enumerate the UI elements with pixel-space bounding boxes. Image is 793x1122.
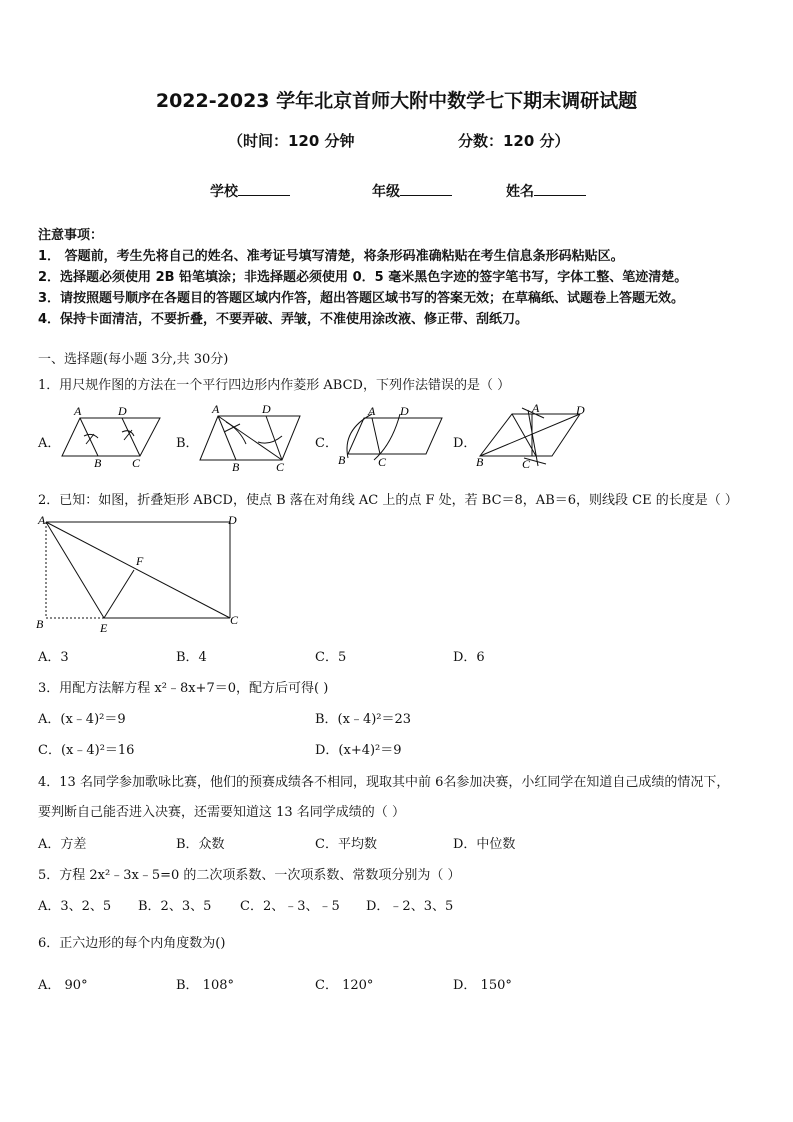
q1d-label-c: C bbox=[522, 457, 531, 471]
q1-figure-d bbox=[474, 402, 590, 474]
q1c-label-b: B bbox=[338, 453, 346, 467]
q3-option-d: D．(x+4)²＝9 bbox=[315, 743, 402, 758]
q3-option-b: B．(x﹣4)²＝23 bbox=[315, 712, 412, 727]
grade-label: 年级 bbox=[372, 184, 400, 200]
q1a-label-c: C bbox=[132, 456, 141, 470]
q6-option-b: B． 108° bbox=[176, 978, 234, 993]
q2-figure bbox=[32, 510, 248, 638]
q1-option-c: C． bbox=[315, 436, 338, 451]
q1a-label-a: A bbox=[74, 404, 82, 418]
q1d-label-a: A bbox=[532, 402, 540, 415]
q1-figure-c bbox=[334, 404, 446, 470]
school-label: 学校 bbox=[210, 184, 238, 200]
q1b-label-d: D bbox=[262, 402, 271, 416]
school-field bbox=[210, 181, 290, 201]
q6-option-d: D． 150° bbox=[453, 978, 512, 993]
q2-option-d: D．6 bbox=[453, 650, 485, 665]
q6-stem: 6．正六边形的每个内角度数为() bbox=[38, 936, 226, 951]
q1c-label-a: A bbox=[368, 404, 376, 418]
grade-field bbox=[372, 181, 452, 201]
q6-option-a: A． 90° bbox=[38, 978, 88, 993]
name-blank bbox=[534, 183, 586, 196]
notice-heading: 注意事项： bbox=[38, 228, 104, 243]
q5-option-c: C．2、﹣3、﹣5 bbox=[240, 899, 340, 914]
q1-figure-b bbox=[196, 402, 308, 474]
q1a-label-d: D bbox=[118, 404, 127, 418]
q2-label-c: C bbox=[230, 613, 239, 627]
notice-item-1: 1． 答题前，考生先将自己的姓名、准考证号填写清楚，将条形码准确粘贴在考生信息条形码粘贴区。 bbox=[38, 249, 624, 264]
q1-figure-a bbox=[58, 404, 168, 470]
q2-label-e: E bbox=[100, 621, 108, 635]
q2-stem: 2．已知：如图，折叠矩形 ABCD，使点 B 落在对角线 AC 上的点 F 处，若 BC＝8，AB＝6，则线段 CE 的长度是（ ） bbox=[38, 493, 738, 508]
q2-option-a: A．3 bbox=[38, 650, 69, 665]
exam-score: 分数：120 分） bbox=[458, 132, 570, 150]
q1-option-b: B． bbox=[176, 436, 199, 451]
q4-option-a: A．方差 bbox=[38, 837, 87, 852]
q2-label-a: A bbox=[38, 513, 46, 527]
q1d-label-b: B bbox=[476, 455, 484, 469]
q1c-label-c: C bbox=[378, 455, 387, 469]
q1-stem: 1．用尺规作图的方法在一个平行四边形内作菱形 ABCD，下列作法错误的是（ ） bbox=[38, 378, 511, 393]
notice-item-2: 2．选择题必须使用 2B 铅笔填涂；非选择题必须使用 0．5 毫米黑色字迹的签字笔书写，字体工整、笔迹清楚。 bbox=[38, 270, 688, 285]
q3-option-c: C．(x﹣4)²＝16 bbox=[38, 743, 135, 758]
q2-option-b: B．4 bbox=[176, 650, 207, 665]
q2-option-c: C．5 bbox=[315, 650, 347, 665]
q3-stem: 3．用配方法解方程 x²﹣8x+7＝0，配方后可得( ) bbox=[38, 681, 329, 696]
q4-option-b: B．众数 bbox=[176, 837, 225, 852]
q3-option-a: A．(x﹣4)²＝9 bbox=[38, 712, 126, 727]
q2-label-b: B bbox=[36, 617, 44, 631]
q4-option-d: D．中位数 bbox=[453, 837, 516, 852]
grade-blank bbox=[400, 183, 452, 196]
q6-option-c: C． 120° bbox=[315, 978, 374, 993]
school-blank bbox=[238, 183, 290, 196]
q1b-label-c: C bbox=[276, 460, 285, 474]
section-heading: 一、选择题(每小题 3分,共 30分) bbox=[38, 352, 229, 367]
q1a-label-b: B bbox=[94, 456, 102, 470]
q1-option-d: D． bbox=[453, 436, 477, 451]
q1b-label-b: B bbox=[232, 460, 240, 474]
q4-stem-line-1: 4．13 名同学参加歌咏比赛，他们的预赛成绩各不相同，现取其中前 6名参加决赛，小红同学在知道自己成绩的情况下， bbox=[38, 775, 730, 790]
q5-option-d: D．﹣2、3、5 bbox=[366, 899, 454, 914]
exam-time: （时间：120 分钟 bbox=[228, 132, 355, 150]
q2-label-d: D bbox=[228, 513, 237, 527]
q2-label-f: F bbox=[136, 554, 144, 568]
q5-stem: 5．方程 2x²﹣3x﹣5=0 的二次项系数、一次项系数、常数项分别为（ ） bbox=[38, 868, 461, 883]
q5-option-a: A．3、2、5 bbox=[38, 899, 112, 914]
q1-option-a: A． bbox=[38, 436, 61, 451]
q5-option-b: B．2、3、5 bbox=[138, 899, 212, 914]
name-label: 姓名 bbox=[506, 184, 534, 200]
q4-option-c: C．平均数 bbox=[315, 837, 377, 852]
q1b-label-a: A bbox=[212, 402, 220, 416]
q1d-label-d: D bbox=[576, 403, 585, 417]
notice-item-3: 3．请按照题号顺序在各题目的答题区域内作答，超出答题区域书写的答案无效；在草稿纸、试题卷上答题无效。 bbox=[38, 291, 685, 306]
q1c-label-d: D bbox=[400, 404, 409, 418]
name-field bbox=[506, 181, 586, 201]
q4-stem-line-2: 要判断自己能否进入决赛，还需要知道这 13 名同学成绩的（ ） bbox=[38, 805, 405, 820]
exam-title: 2022-2023 学年北京首师大附中数学七下期末调研试题 bbox=[155, 90, 638, 112]
notice-item-4: 4．保持卡面清洁，不要折叠，不要弄破、弄皱，不准使用涂改液、修正带、刮纸刀。 bbox=[38, 312, 529, 327]
